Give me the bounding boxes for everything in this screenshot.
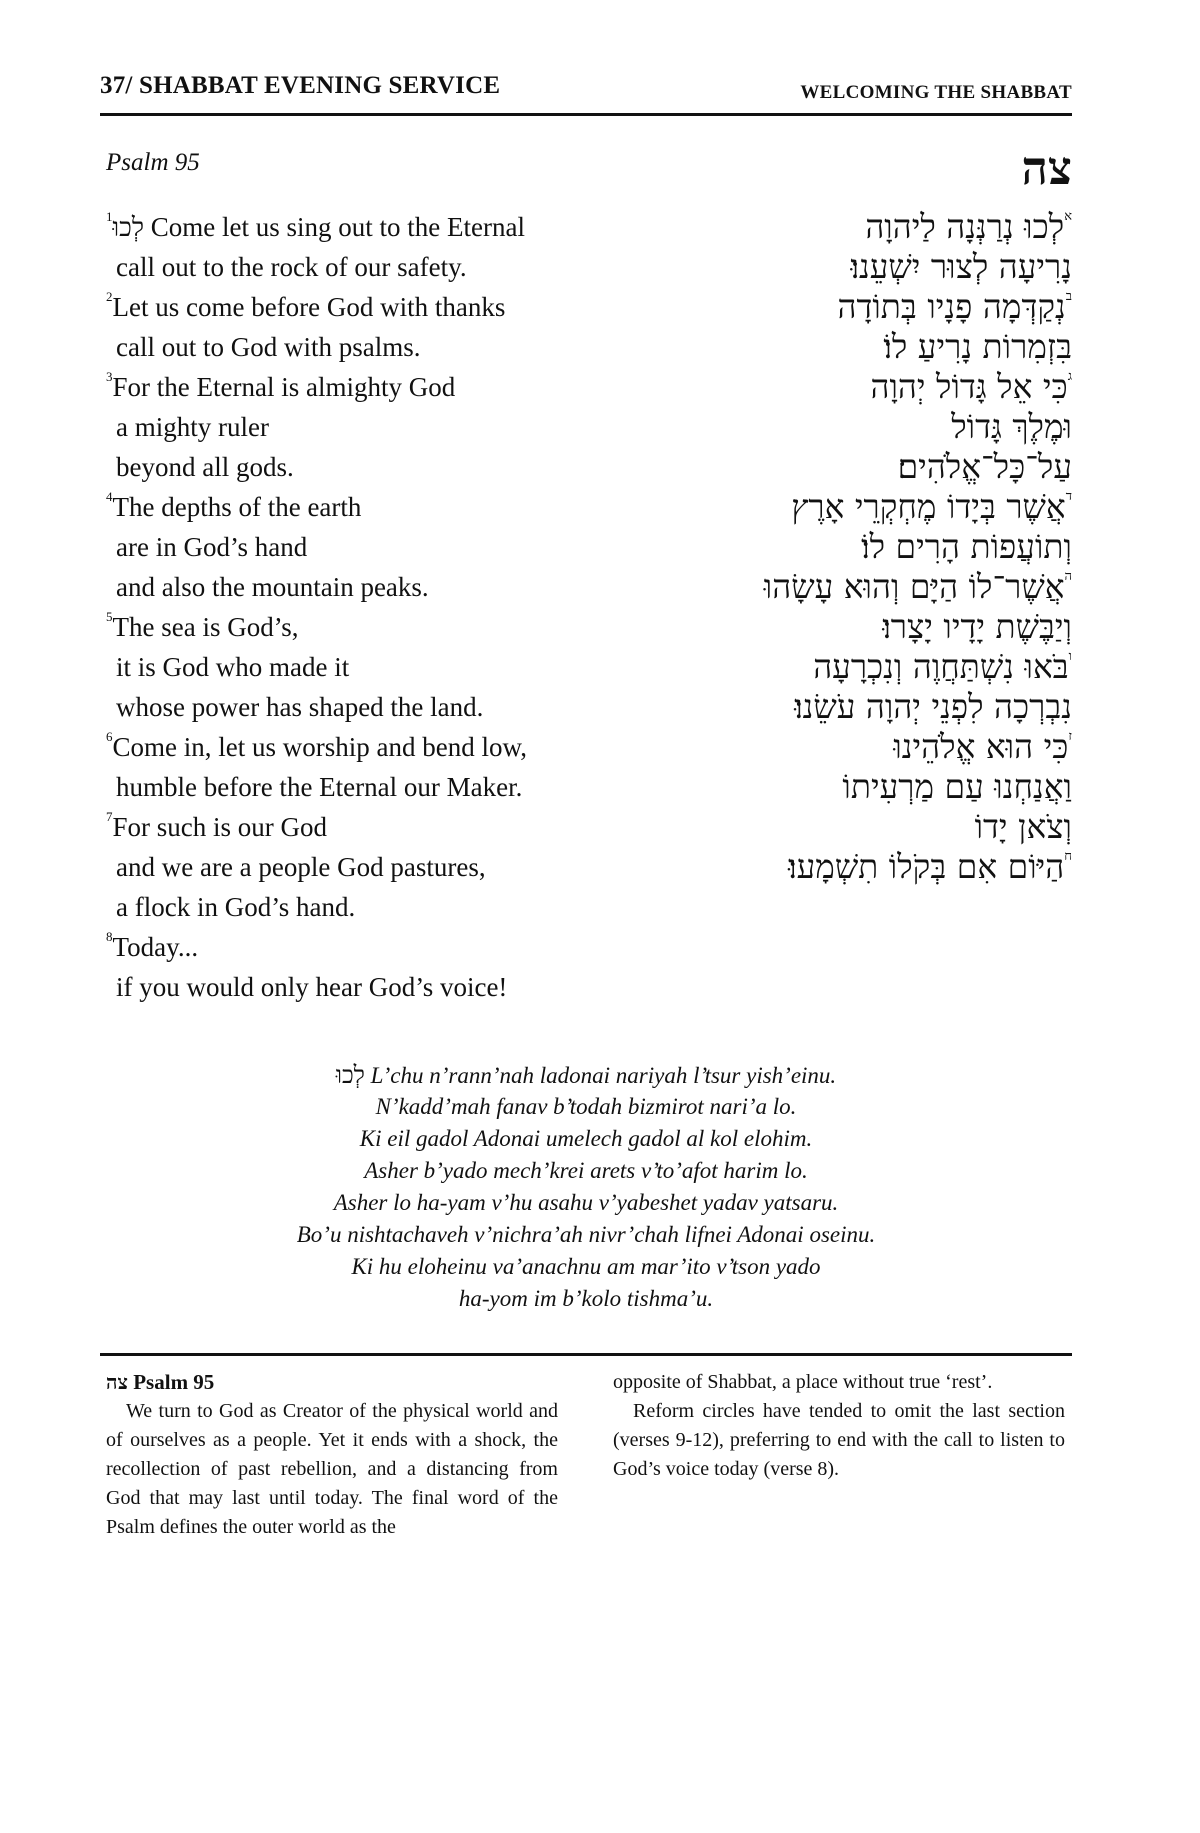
hebrew-line-text: הַיּוֹם אִם בְּקֹלוֹ תִשְׁמָעוּ׃ (788, 847, 1065, 886)
english-line (106, 727, 626, 767)
hebrew-line-text: וַאֲנַחְנוּ עַם מַרְעִיתוֹ (842, 767, 1072, 806)
hebrew-line-text: וְיַבֶּשֶׁת יָדָיו יָצָרוּ׃ (882, 607, 1072, 646)
hebrew-line-text: אֲשֶׁר־לוֹ הַיָּם וְהוּא עָשָׂהוּ (763, 567, 1065, 606)
english-line (106, 367, 626, 407)
english-line-text: Come let us sing out to the Eternal (144, 212, 525, 242)
hebrew-line-text: לְכוּ נְרַנְּנָה לַיהוָה (865, 207, 1065, 246)
verse-number: 5 (106, 609, 113, 624)
english-line-text: For such is our God (112, 812, 327, 842)
hebrew-line-text: נְקַדְּמָה פָנָיו בְּתוֹדָה (837, 287, 1066, 326)
hebrew-verse-letter: ה (1064, 569, 1072, 584)
hebrew-line (652, 647, 1072, 687)
english-line-text: if you would only hear God’s voice! (116, 972, 508, 1002)
hebrew-line (652, 687, 1072, 727)
english-line (106, 287, 626, 327)
hebrew-line (652, 247, 1072, 287)
transliteration (100, 1059, 1072, 1315)
hebrew-line-text: וְצֹאן יָדוֹ (974, 807, 1072, 846)
english-line-text: whose power has shaped the land. (116, 692, 484, 722)
hebrew-line (652, 367, 1072, 407)
english-translation (106, 207, 626, 1007)
hebrew-verse-letter: ד (1065, 489, 1072, 504)
hebrew-verse-letter: ז (1068, 729, 1072, 744)
transliteration-line (100, 1219, 1072, 1251)
english-line-text: and we are a people God pastures, (116, 852, 486, 882)
hebrew-line (652, 807, 1072, 847)
english-line (106, 447, 626, 487)
english-line (106, 207, 626, 247)
english-line (106, 767, 626, 807)
hebrew-verse-letter: ג (1067, 369, 1072, 384)
english-line-text: For the Eternal is almighty God (112, 372, 456, 402)
transliteration-text: N’kadd’mah fanav b’todah bizmirot nari’a lo. (375, 1094, 797, 1119)
notes-left-column (106, 1368, 558, 1542)
english-line (106, 807, 626, 847)
english-line (106, 847, 626, 887)
transliteration-line (100, 1059, 1072, 1091)
notes-rule (100, 1353, 1072, 1356)
notes-paragraph: We turn to God as Creator of the physical world and of ourselves as a people. Yet it ends with a shock, the recollection of past rebellion, and a distancing from God that may last until today. The final word of the Psalm defines the outer world as the (106, 1400, 558, 1538)
verse-number: 6 (106, 729, 113, 744)
psalm-label: Psalm 95 (106, 149, 200, 176)
english-line-text: it is God who made it (116, 652, 350, 682)
english-line-text: Come in, let us worship and bend low, (112, 732, 527, 762)
english-line-text: and also the mountain peaks. (116, 572, 429, 602)
hebrew-line-text: אֲשֶׁר בְּיָדוֹ מֶחְקְרֵי אָרֶץ (791, 487, 1066, 526)
header-section-title: WELCOMING THE SHABBAT (800, 82, 1072, 103)
hebrew-text (652, 207, 1072, 887)
english-line-text: Let us come before God with thanks (112, 292, 506, 322)
hebrew-line-text: כִּי הוּא אֱלֹהֵינוּ (893, 727, 1069, 766)
english-line-text: Today... (112, 932, 199, 962)
english-line (106, 527, 626, 567)
english-line-text: humble before the Eternal our Maker. (116, 772, 523, 802)
verse-number: 7 (106, 809, 113, 824)
transliteration-text: Bo’u nishtachaveh v’nichra’ah nivr’chah lifnei Adonai oseinu. (296, 1222, 876, 1247)
notes-title-text: Psalm 95 (127, 1370, 215, 1394)
english-line-text: a flock in God’s hand. (116, 892, 356, 922)
notes-paragraph: Reform circles have tended to omit the last section (verses 9-12), preferring to end with the call to listen to God’s voice today (verse 8). (613, 1400, 1065, 1480)
hebrew-incipit: לְכוּ (112, 213, 145, 243)
transliteration-text: Ki hu eloheinu va’anachnu am mar’ito v’tson yado (351, 1254, 821, 1279)
english-line (106, 247, 626, 287)
hebrew-line (652, 287, 1072, 327)
hebrew-verse-letter: ו (1068, 649, 1072, 664)
verse-number: 1 (106, 209, 113, 224)
english-line-text: beyond all gods. (116, 452, 294, 482)
transliteration-line (100, 1091, 1072, 1123)
hebrew-line-text: בִּזְמִרוֹת נָרִיעַ לוֹ׃ (883, 327, 1072, 366)
hebrew-line-text: עַל־כָּל־אֱלֹהִים׃ (897, 447, 1072, 486)
english-line (106, 887, 626, 927)
hebrew-line (652, 327, 1072, 367)
page-header (100, 72, 1072, 112)
verse-number: 2 (106, 289, 113, 304)
transliteration-text: Asher lo ha-yam v’hu asahu v’yabeshet yadav yatsaru. (333, 1190, 839, 1215)
hebrew-verse-letter: ח (1064, 849, 1072, 864)
hebrew-line (652, 487, 1072, 527)
hebrew-verse-letter: א (1064, 209, 1072, 224)
hebrew-line-text: נִבְרְכָה לִפְנֵי יְהוָה עֹשֵׂנוּ׃ (794, 687, 1072, 726)
hebrew-line-text: בֹּאוּ נִשְׁתַּחֲוֶה וְנִכְרָעָה (813, 647, 1069, 686)
hebrew-line (652, 767, 1072, 807)
transliteration-text: L’chu n’rann’nah ladonai nariyah l’tsur yish’einu. (364, 1063, 837, 1088)
hebrew-incipit: לְכוּ (335, 1061, 365, 1089)
hebrew-line (652, 727, 1072, 767)
transliteration-line (100, 1251, 1072, 1283)
notes-right-column (613, 1368, 1065, 1484)
hebrew-line (652, 527, 1072, 567)
english-line (106, 967, 626, 1007)
transliteration-line (100, 1187, 1072, 1219)
hebrew-line (652, 607, 1072, 647)
english-line-text: call out to God with psalms. (116, 332, 421, 362)
hebrew-line (652, 407, 1072, 447)
english-line (106, 567, 626, 607)
english-line-text: The sea is God’s, (112, 612, 299, 642)
psalm-hebrew-number: צה (1021, 143, 1072, 194)
transliteration-line (100, 1155, 1072, 1187)
hebrew-line (652, 207, 1072, 247)
english-line-text: are in God’s hand (116, 532, 308, 562)
notes-title-hebrew: צה (106, 1370, 128, 1394)
header-rule (100, 113, 1072, 116)
english-line (106, 647, 626, 687)
notes-title (106, 1368, 558, 1397)
hebrew-line (652, 567, 1072, 607)
english-line-text: The depths of the earth (112, 492, 362, 522)
hebrew-verse-letter: ב (1065, 289, 1072, 304)
transliteration-line (100, 1283, 1072, 1315)
header-page-title: 37/ SHABBAT EVENING SERVICE (100, 72, 501, 99)
verse-number: 3 (106, 369, 113, 384)
hebrew-line (652, 447, 1072, 487)
english-line (106, 327, 626, 367)
english-line-text: call out to the rock of our safety. (116, 252, 467, 282)
english-line (106, 487, 626, 527)
transliteration-text: ha-yom im b’kolo tishma’u. (458, 1286, 714, 1311)
hebrew-line (652, 847, 1072, 887)
hebrew-line-text: וּמֶלֶךְ גָּדוֹל (951, 407, 1072, 446)
english-line (106, 407, 626, 447)
english-line (106, 607, 626, 647)
notes-paragraph: opposite of Shabbat, a place without true ‘rest’. (613, 1371, 993, 1393)
verse-number: 8 (106, 929, 113, 944)
hebrew-line-text: וְתוֹעֲפוֹת הָרִים לוֹ׃ (861, 527, 1072, 566)
hebrew-line-text: נָרִיעָה לְצוּר יִשְׁעֵנוּ׃ (850, 247, 1072, 286)
transliteration-line (100, 1123, 1072, 1155)
hebrew-line-text: כִּי אֵל גָּדוֹל יְהוָה (870, 367, 1068, 406)
transliteration-text: Asher b’yado mech’krei arets v’to’afot harim lo. (364, 1158, 808, 1183)
english-line (106, 687, 626, 727)
verse-number: 4 (106, 489, 113, 504)
english-line (106, 927, 626, 967)
transliteration-text: Ki eil gadol Adonai umelech gadol al kol elohim. (359, 1126, 813, 1151)
english-line-text: a mighty ruler (116, 412, 269, 442)
